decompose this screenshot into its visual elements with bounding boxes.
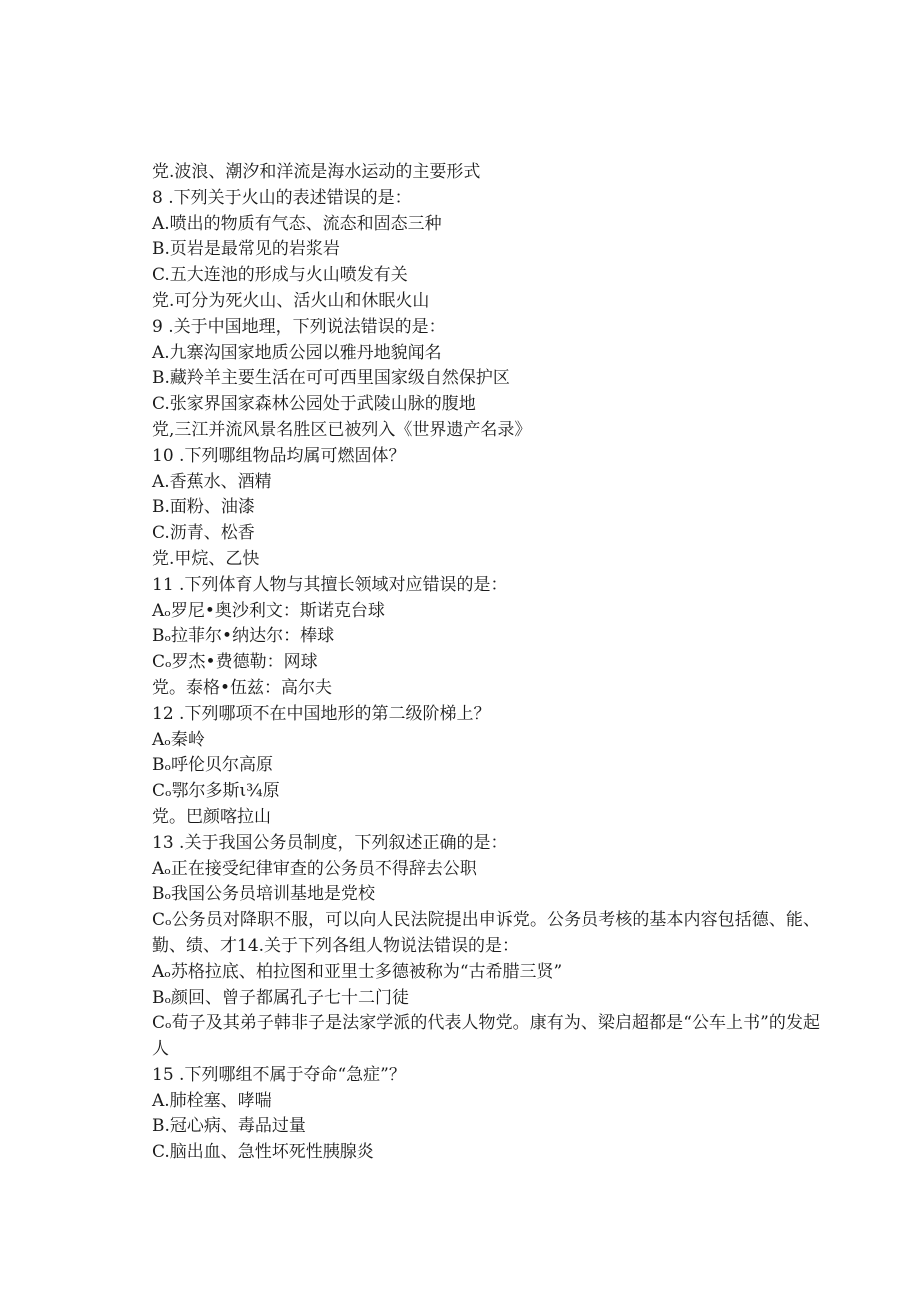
text-line: 党.波浪、潮汐和洋流是海水运动的主要形式: [152, 162, 481, 182]
option-line: 党。泰格•伍兹：高尔夫: [152, 677, 333, 698]
option-line: A.肺栓塞、哮喘: [152, 1090, 272, 1111]
option-line: C.脑出血、急性坏死性胰腺炎: [152, 1142, 374, 1163]
option-line: Bₒ颜回、曾子都属孔子七十二门徒: [152, 987, 410, 1008]
option-line: 党。巴颜喀拉山: [152, 806, 271, 827]
question-8: 8 .下列关于火山的表述错误的是：: [152, 187, 412, 208]
option-line: Bₒ我国公务员培训基地是党校: [152, 884, 376, 905]
option-line: Cₒ鄂尔多斯ι¾原: [152, 781, 280, 802]
document-page: [152, 160, 820, 1166]
option-line-wrapped: Cₒ荀子及其弟子韩非子是法家学派的代表人物党。康有为、梁启超都是“公车上书”的发起人: [152, 1013, 820, 1060]
option-line: Cₒ罗杰•费德勒：网球: [152, 652, 318, 673]
option-line: C.沥青、松香: [152, 523, 255, 544]
option-line: B.藏羚羊主要生活在可可西里国家级自然保护区: [152, 368, 510, 389]
question-13: 13 .关于我国公务员制度，下列叙述正确的是：: [152, 832, 508, 853]
option-line: Aₒ正在接受纪律审查的公务员不得辞去公职: [152, 858, 477, 879]
option-line: B.面粉、油漆: [152, 497, 255, 518]
option-line: Aₒ秦岭: [152, 729, 205, 750]
option-line: 党,三江并流风景名胜区已被列入《世界遗产名录》: [152, 419, 532, 440]
option-line: Aₒ苏格拉底、柏拉图和亚里士多德被称为“古希腊三贤”: [152, 961, 563, 982]
option-line: 党.甲烷、乙快: [152, 548, 260, 569]
question-9: 9 .关于中国地理，下列说法错误的是：: [152, 316, 446, 337]
option-line-wrapped: Cₒ公务员对降职不服，可以向人民法院提出申诉党。公务员考核的基本内容包括德、能、勤、绩、才14.关于下列各组人物说法错误的是：: [152, 910, 820, 956]
option-line: C.张家界国家森林公园处于武陵山脉的腹地: [152, 394, 476, 415]
option-line: B.页岩是最常见的岩浆岩: [152, 239, 340, 260]
option-line: C.五大连池的形成与火山喷发有关: [152, 265, 408, 286]
option-line: Bₒ呼伦贝尔高原: [152, 755, 274, 776]
option-line: A.香蕉水、酒精: [152, 471, 272, 492]
option-line: Bₒ拉菲尔•纳达尔：棒球: [152, 626, 335, 647]
option-line: A.九寨沟国家地质公园以雅丹地貌闻名: [152, 342, 442, 363]
option-line: Aₒ罗尼•奥沙利文：斯诺克台球: [152, 600, 385, 621]
option-line: 党.可分为死火山、活火山和休眠火山: [152, 290, 430, 311]
question-12: 12 .下列哪项不在中国地形的第二级阶梯上？: [152, 703, 491, 724]
option-line: B.冠心病、毒品过量: [152, 1116, 306, 1137]
option-line: A.喷出的物质有气态、流态和固态三种: [152, 213, 442, 234]
question-15: 15 .下列哪组不属于夺命“急症”？: [152, 1064, 406, 1085]
question-10: 10 .下列哪组物品均属可燃固体？: [152, 445, 406, 466]
question-11: 11 .下列体育人物与其擅长领域对应错误的是：: [152, 574, 508, 595]
